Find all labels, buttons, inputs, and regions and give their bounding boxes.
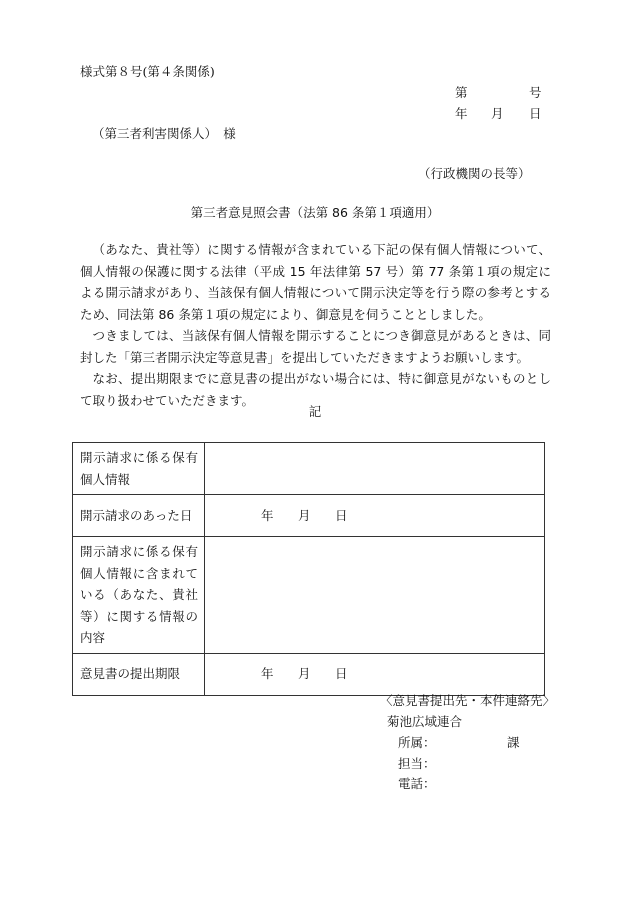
row1-label: 開示請求に係る保有個人情報 [73, 443, 205, 495]
row2-label: 開示請求のあった日 [73, 495, 205, 537]
row2-year: 年 [261, 507, 274, 523]
sender: （行政機関の長等） [418, 166, 531, 181]
paragraph-3: なお、提出期限までに意見書の提出がない場合には、特に御意見がないものとして取り扱わせていただきます。 [80, 371, 551, 408]
body-text [80, 239, 551, 411]
row3-label: 開示請求に係る保有個人情報に含まれている（あなた、貴社等）に関する情報の内容 [73, 537, 205, 654]
addressee: （第三者利害関係人） 様 [92, 126, 236, 141]
contact-affiliation-label: 所属： [398, 735, 436, 750]
row4-day: 日 [335, 665, 348, 681]
row2-month: 月 [298, 507, 311, 523]
doc-date-day: 日 [529, 106, 542, 121]
contact-organization: 菊池広域連合 [387, 714, 463, 729]
row1-value [205, 443, 545, 495]
contact-person-label: 担当： [398, 756, 436, 771]
contact-division-suffix: 課 [507, 735, 520, 750]
doc-number-prefix: 第 [455, 85, 468, 100]
row2-day: 日 [335, 507, 348, 523]
doc-date-month: 月 [491, 106, 504, 121]
row4-year: 年 [261, 665, 274, 681]
table-row [73, 537, 545, 654]
row4-month: 月 [298, 665, 311, 681]
contact-heading: 〈意見書提出先・本件連絡先〉 [380, 693, 556, 708]
ki-heading: 記 [308, 404, 322, 419]
paragraph-2: つきましては、当該保有個人情報を開示することにつき御意見があるときは、同封した「第三者開示決定等意見書」を提出していただきますようお願いします。 [80, 328, 551, 365]
row3-value [205, 537, 545, 654]
contact-phone-label: 電話： [398, 776, 436, 791]
table-row [73, 653, 545, 695]
row2-date [205, 495, 545, 537]
form-number: 様式第８号(第４条関係) [80, 64, 215, 79]
doc-number-suffix: 号 [529, 85, 542, 100]
document-title: 第三者意見照会書（法第 86 条第１項適用） [190, 205, 440, 220]
row4-label: 意見書の提出期限 [73, 653, 205, 695]
info-table [72, 442, 545, 696]
table-row [73, 443, 545, 495]
table-row [73, 495, 545, 537]
row4-date [205, 653, 545, 695]
doc-date-year: 年 [455, 106, 468, 121]
paragraph-1: （あなた、貴社等）に関する情報が含まれている下記の保有個人情報について、個人情報の保護に関する法律（平成 15 年法律第 57 号）第 77 条第１項の規定による開示請求があり、当該保有個人情報について開示決定等を行う際の参考とするため、同法第 86 条第１項の規定により、御意見を伺うこととしました。 [80, 242, 551, 322]
